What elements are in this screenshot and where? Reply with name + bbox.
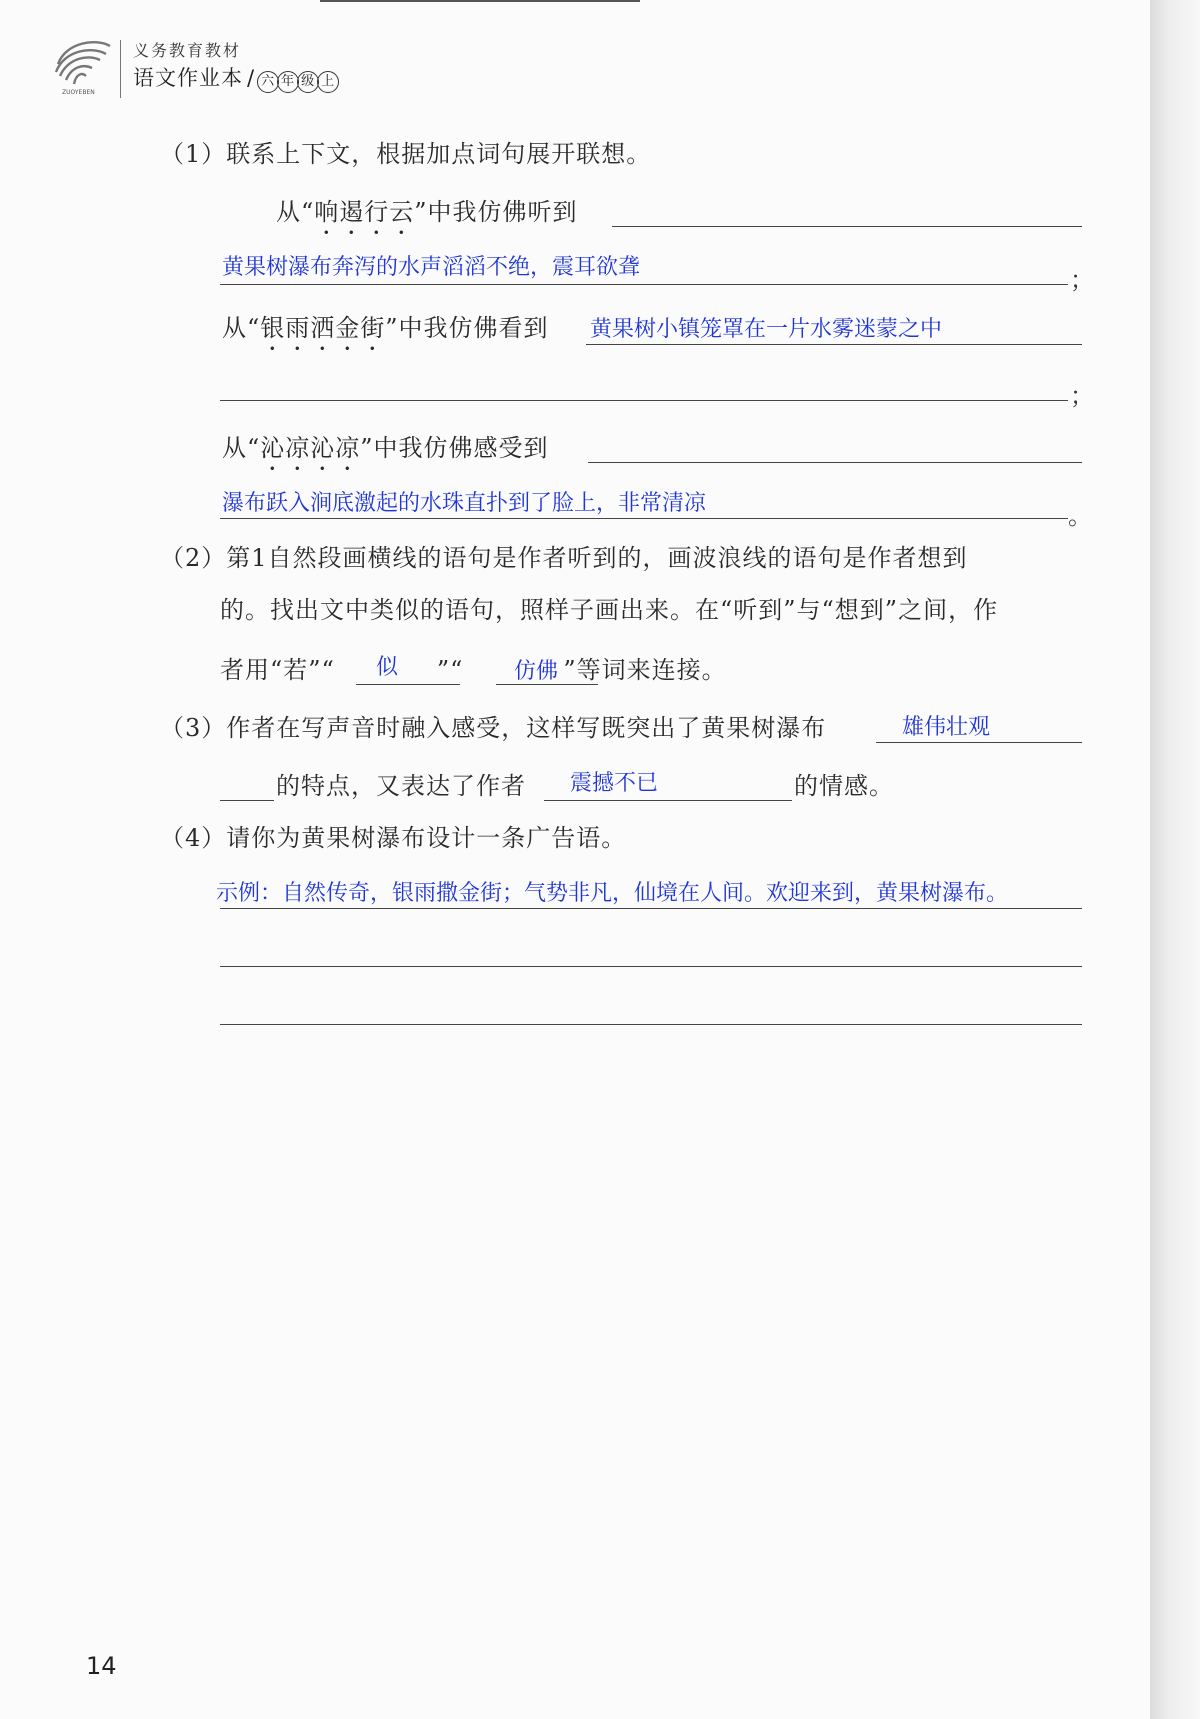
q1-line2-text: 从“银雨洒金街”中我仿佛看到 [222, 314, 549, 342]
grade-char-4: 上 [317, 71, 339, 93]
dotted-phrase-2: 银雨洒金街 [260, 314, 386, 342]
q1-end-punct-1: ； [1070, 266, 1094, 294]
dotted-phrase-1: 响遏行云 [314, 198, 415, 226]
dotted-phrase-3: 沁凉沁凉 [260, 434, 361, 462]
grade-char-3: 级 [297, 71, 319, 93]
q3-line-2: 的特点，又表达了作者 [276, 772, 526, 800]
series-title: 义务教育教材 [133, 41, 242, 60]
q1-line1-text: 从“响遏行云”中我仿佛听到 [276, 198, 578, 226]
q1-blank-2a [586, 344, 1082, 345]
q1-answer-2: 黄果树小镇笼罩在一片水雾迷蒙之中 [590, 317, 943, 342]
q1-prompt: （1）联系上下文，根据加点词句展开联想。 [160, 140, 652, 168]
q4-blank-1 [220, 908, 1082, 909]
q1-blank-1a [612, 226, 1082, 227]
q3-line-1: （3）作者在写声音时融入感受，这样写既突出了黄果树瀑布 [160, 714, 827, 742]
q4-answer: 示例：自然传奇，银雨撒金街；气势非凡，仙境在人间。欢迎来到，黄果树瀑布。 [216, 881, 1009, 906]
book-name: 语文作业本 [133, 66, 243, 90]
q3-answer-1: 雄伟壮观 [902, 715, 991, 740]
page-edge-shadow [1150, 0, 1200, 1719]
q2-blank-1 [356, 684, 460, 685]
q1-end-punct-2: ； [1070, 382, 1094, 410]
q2-line-3: 者用“若”“ ”“ ”等词来连接。 [220, 656, 727, 684]
top-edge-line [320, 0, 640, 2]
q2-answer-1: 似 [376, 655, 399, 680]
q1-blank-3b [220, 518, 1068, 519]
q1-end-punct-3: 。 [1068, 502, 1092, 530]
q1-blank-1b [220, 284, 1068, 285]
q3-line-2-end: 的情感。 [794, 772, 894, 800]
q3-blank-1b [220, 800, 274, 801]
q3-answer-2: 震撼不已 [570, 771, 659, 796]
q2-answer-2: 仿佛 [514, 659, 559, 684]
publisher-logo-icon [48, 36, 114, 98]
q3-blank-2 [544, 800, 792, 801]
q4-blank-3 [220, 1024, 1082, 1025]
q3-blank-1a [876, 742, 1082, 743]
page-number: 14 [86, 1652, 117, 1680]
q4-blank-2 [220, 966, 1082, 967]
q1-blank-3a [588, 462, 1082, 463]
header-divider [120, 40, 121, 98]
grade-char-1: 六 [257, 71, 279, 93]
q1-blank-2b [220, 400, 1068, 401]
grade-char-2: 年 [277, 71, 299, 93]
svg-text:ZUOYEBEN: ZUOYEBEN [62, 89, 95, 96]
book-title: 语文作业本 / 六 年 级 上 [133, 62, 339, 93]
q1-answer-3: 瀑布跃入涧底激起的水珠直扑到了脸上，非常清凉 [222, 491, 707, 516]
q1-line3-text: 从“沁凉沁凉”中我仿佛感受到 [222, 434, 549, 462]
q4-prompt: （4）请你为黄果树瀑布设计一条广告语。 [160, 824, 627, 852]
q2-line-1: （2）第1自然段画横线的语句是作者听到的，画波浪线的语句是作者想到 [160, 544, 968, 572]
q1-answer-1: 黄果树瀑布奔泻的水声滔滔不绝，震耳欲聋 [222, 255, 641, 280]
q2-line-2: 的。找出文中类似的语句，照样子画出来。在“听到”与“想到”之间，作 [220, 596, 999, 624]
